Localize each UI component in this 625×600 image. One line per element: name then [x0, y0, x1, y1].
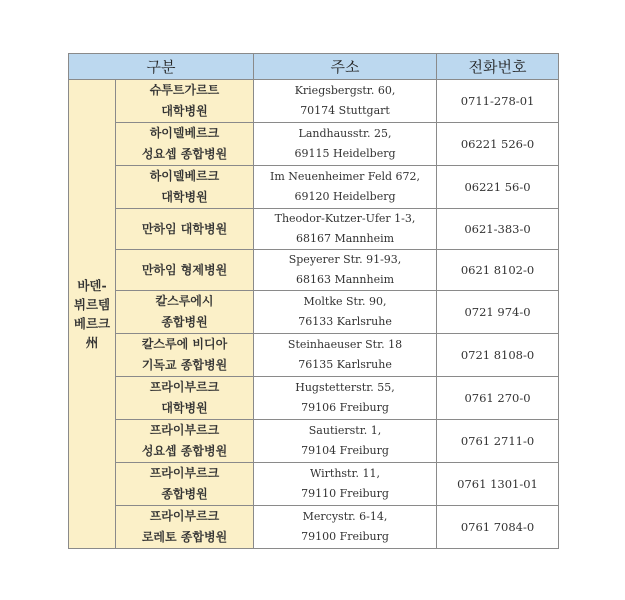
address-line: 68167 Mannheim: [296, 232, 395, 245]
hospital-name-cell: [116, 506, 254, 549]
phone-cell: 0761 270-0: [437, 377, 559, 420]
phone-cell: 0761 1301-01: [437, 463, 559, 506]
address-line: 69120 Heidelberg: [294, 190, 396, 203]
address-line: 79106 Freiburg: [301, 401, 389, 414]
phone-cell: 0721 974-0: [437, 291, 559, 334]
address-line: 79104 Freiburg: [301, 444, 389, 457]
phone-cell: 0761 2711-0: [437, 420, 559, 463]
address-line: Landhausstr. 25,: [298, 127, 392, 140]
hospital-name-cell: [116, 80, 254, 123]
table-row: [69, 506, 559, 549]
address-line: Kriegsbergstr. 60,: [294, 84, 396, 97]
header-phone: 전화번호: [437, 54, 559, 80]
hospital-name-line: 대학병원: [161, 401, 208, 415]
table-row: [69, 166, 559, 209]
hospital-name-line: 칼스루에시: [155, 294, 214, 308]
hospital-name-cell: [116, 209, 254, 250]
phone-cell: 0711-278-01: [437, 80, 559, 123]
hospital-name-line: 프라이부르크: [149, 466, 220, 480]
table-row: [69, 250, 559, 291]
address-line: Mercystr. 6-14,: [302, 510, 388, 523]
address-cell: [254, 123, 437, 166]
hospital-name-line: 프라이부르크: [149, 423, 220, 437]
hospital-name-cell: [116, 123, 254, 166]
address-line: Wirthstr. 11,: [310, 467, 381, 480]
phone-cell: 06221 526-0: [437, 123, 559, 166]
hospital-name-line: 프라이부르크: [149, 380, 220, 394]
hospital-name-cell: [116, 250, 254, 291]
hospital-name-line: 성요셉 종합병원: [141, 444, 228, 458]
address-cell: [254, 420, 437, 463]
hospital-name-cell: [116, 334, 254, 377]
table-row: [69, 123, 559, 166]
hospital-name-line: 종합병원: [161, 315, 208, 329]
hospital-name-cell: [116, 291, 254, 334]
region-label-line: 뷔르템: [73, 297, 111, 312]
table-row: [69, 377, 559, 420]
header-row: [69, 54, 559, 80]
region-cell: [69, 80, 116, 549]
table-row: [69, 209, 559, 250]
address-line: Steinhaeuser Str. 18: [287, 338, 403, 351]
address-line: Hugstetterstr. 55,: [295, 381, 395, 394]
phone-cell: 06221 56-0: [437, 166, 559, 209]
hospital-table: [68, 53, 559, 549]
region-label-line: 州: [85, 335, 99, 350]
hospital-name-line: 슈투트가르트: [149, 83, 220, 97]
address-cell: [254, 166, 437, 209]
header-address: 주소: [254, 54, 437, 80]
address-line: Moltke Str. 90,: [303, 295, 387, 308]
region-label-line: 바덴-: [77, 278, 107, 293]
hospital-name-line: 종합병원: [161, 487, 208, 501]
address-cell: [254, 80, 437, 123]
header-category: 구분: [69, 54, 254, 80]
hospital-name-line: 만하임 대학병원: [141, 221, 228, 236]
address-line: Sautierstr. 1,: [308, 424, 382, 437]
address-cell: [254, 463, 437, 506]
hospital-name-line: 하이델베르크: [149, 169, 220, 183]
address-line: 79110 Freiburg: [301, 487, 389, 500]
phone-cell: 0621-383-0: [437, 209, 559, 250]
phone-cell: 0621 8102-0: [437, 250, 559, 291]
hospital-name-line: 로레토 종합병원: [141, 530, 228, 544]
hospital-name-cell: [116, 377, 254, 420]
address-cell: [254, 334, 437, 377]
address-cell: [254, 209, 437, 250]
address-line: Theodor-Kutzer-Ufer 1-3,: [274, 212, 416, 225]
hospital-name-line: 기독교 종합병원: [141, 358, 228, 372]
address-line: 76135 Karlsruhe: [298, 358, 392, 371]
region-label-line: 베르크: [73, 316, 111, 331]
table-row: [69, 463, 559, 506]
hospital-name-line: 프라이부르크: [149, 509, 220, 523]
address-cell: [254, 506, 437, 549]
hospital-name-line: 성요셉 종합병원: [141, 147, 228, 161]
hospital-name-line: 칼스루에 비디아: [141, 337, 228, 351]
table-row: [69, 420, 559, 463]
address-line: 68163 Mannheim: [296, 273, 395, 286]
table-row: [69, 80, 559, 123]
address-line: 76133 Karlsruhe: [298, 315, 392, 328]
hospital-name-line: 대학병원: [161, 104, 208, 118]
address-line: Im Neuenheimer Feld 672,: [270, 170, 420, 183]
address-line: 69115 Heidelberg: [294, 147, 396, 160]
table-row: [69, 291, 559, 334]
address-line: Speyerer Str. 91-93,: [288, 253, 402, 266]
phone-cell: 0721 8108-0: [437, 334, 559, 377]
hospital-name-line: 만하임 형제병원: [141, 262, 228, 277]
address-cell: [254, 291, 437, 334]
hospital-name-cell: [116, 463, 254, 506]
hospital-name-line: 대학병원: [161, 190, 208, 204]
table-row: [69, 334, 559, 377]
hospital-name-cell: [116, 420, 254, 463]
phone-cell: 0761 7084-0: [437, 506, 559, 549]
hospital-name-cell: [116, 166, 254, 209]
hospital-name-line: 하이델베르크: [149, 126, 220, 140]
address-line: 70174 Stuttgart: [300, 104, 390, 117]
address-line: 79100 Freiburg: [301, 530, 389, 543]
address-cell: [254, 377, 437, 420]
address-cell: [254, 250, 437, 291]
